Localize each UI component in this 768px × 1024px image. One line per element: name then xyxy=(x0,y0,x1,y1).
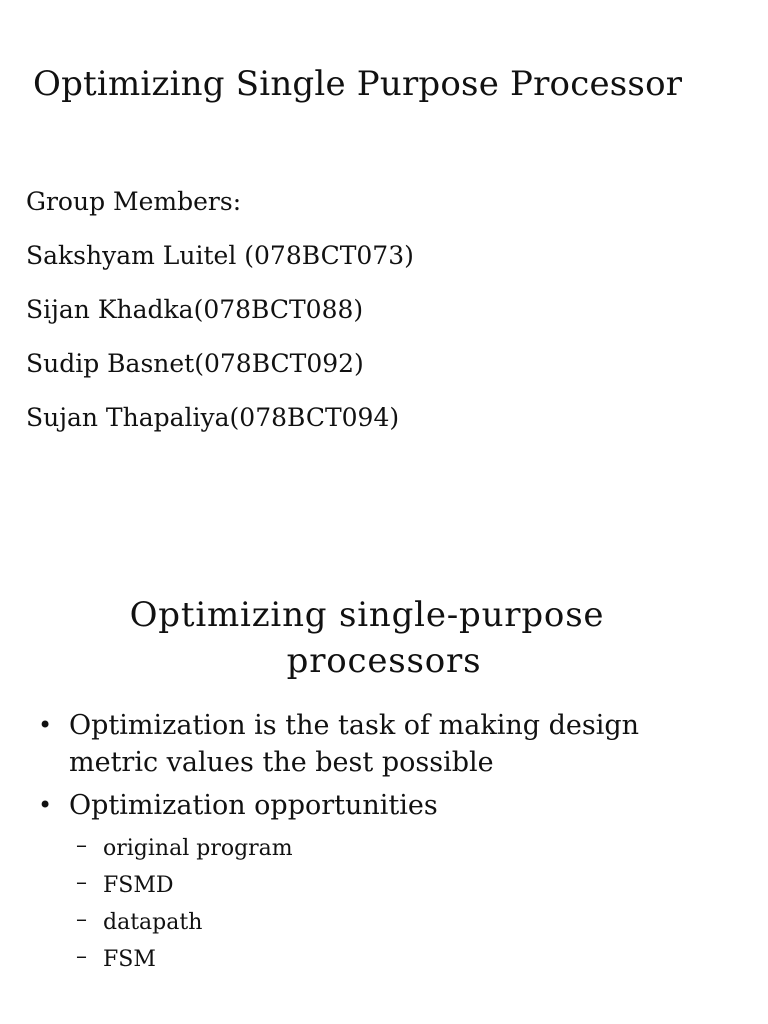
bullet-text: Optimization opportunities xyxy=(69,790,438,821)
group-member: Sudip Basnet(078BCT092) xyxy=(26,349,364,378)
slide-title-line: Optimizing single-purpose xyxy=(129,595,605,635)
sub-bullet-item xyxy=(0,941,768,978)
bullet-icon: • xyxy=(38,711,53,739)
group-member: Sijan Khadka(078BCT088) xyxy=(26,295,364,324)
bullet-item xyxy=(0,787,768,824)
dash-icon: – xyxy=(76,833,87,858)
dash-icon: – xyxy=(76,907,87,932)
sub-bullet-text: datapath xyxy=(103,910,203,935)
bullet-item xyxy=(0,707,768,781)
group-members-heading: Group Members: xyxy=(26,187,242,216)
bullet-list xyxy=(0,707,768,978)
sub-bullet-item xyxy=(0,830,768,867)
slide-title xyxy=(0,592,768,684)
bullet-text: Optimization is the task of making design metric values the best possible xyxy=(69,710,640,778)
sub-bullet-item xyxy=(0,904,768,941)
group-member: Sakshyam Luitel (078BCT073) xyxy=(26,241,414,270)
slide-title-line: processors xyxy=(286,641,482,681)
sub-bullet-text: FSM xyxy=(103,947,156,972)
group-member: Sujan Thapaliya(078BCT094) xyxy=(26,403,400,432)
bullet-icon: • xyxy=(38,791,53,819)
slide-title: Optimizing Single Purpose Processor xyxy=(33,64,683,104)
dash-icon: – xyxy=(76,870,87,895)
dash-icon: – xyxy=(76,944,87,969)
sub-bullet-text: FSMD xyxy=(103,873,174,898)
slide-optimization xyxy=(0,512,768,1024)
sub-bullet-item xyxy=(0,867,768,904)
sub-bullet-text: original program xyxy=(103,836,293,861)
